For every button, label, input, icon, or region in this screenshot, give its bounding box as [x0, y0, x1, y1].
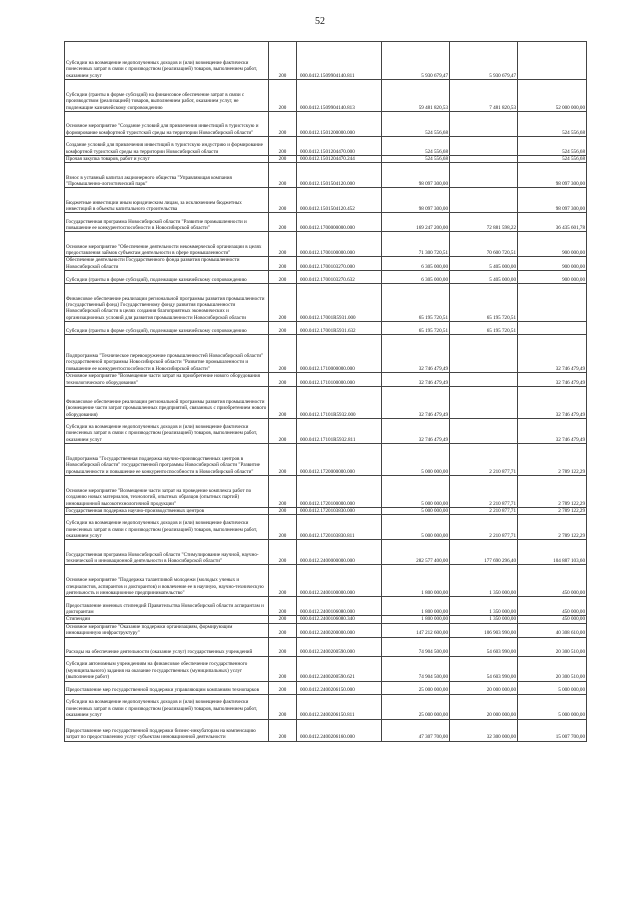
row-total: 32 746 479,49 [382, 335, 450, 373]
row-value-2: 1 350 000,00 [450, 616, 518, 623]
row-total: 169 247 200,00 [382, 213, 450, 232]
row-vr: 200 [269, 515, 297, 540]
row-name: Основное мероприятие "Возмещение части затрат на проведение комплекса работ по созданию новых материалов, технологий, опытных образцов (опытных партий) инновационной высокотехнологичной продукции" [65, 476, 269, 508]
row-vr: 200 [269, 213, 297, 232]
row-vr: 200 [269, 257, 297, 271]
table-row [65, 137, 587, 156]
row-name: Основное мероприятие "Создание условий для привлечения инвестиций в туристскую и формирование комфортной туристской среды на территории Новосибирской области" [65, 112, 269, 137]
row-vr: 200 [269, 681, 297, 694]
table-row [65, 257, 587, 271]
row-vr: 200 [269, 335, 297, 373]
row-value-3: 104 887 103,60 [518, 540, 587, 565]
row-name: Субсидии на возмещение недополученных доходов и (или) возмещение фактически понесенных затрат в связи с производством (реализацией) товаров, выполнением работ, оказанием услуг [65, 419, 269, 444]
row-value-3: 5 000 000,00 [518, 681, 587, 694]
row-name: Государственная программа Новосибирской области "Стимулирование научной, научно-технической и инновационной деятельности в Новосибирской области" [65, 540, 269, 565]
row-code: 000.0412.1501504120.000 [297, 163, 382, 188]
row-code: 000.0412.2400206160.000 [297, 719, 382, 741]
row-code: 000.0412.2400206150.811 [297, 694, 382, 719]
row-code: 000.0412.1501200000.000 [297, 112, 382, 137]
row-code: 000.0412.1700103270.000 [297, 257, 382, 271]
table-row [65, 694, 587, 719]
row-value-3 [518, 322, 587, 335]
row-value-2: 1 350 000,00 [450, 565, 518, 597]
row-name: Основное мероприятие "Обеспечение деятельности некоммерческой организации в целях предоставления займов субъектам деятельности в сфере промышленности" [65, 232, 269, 257]
row-value-2: 5 405 000,00 [450, 271, 518, 284]
row-value-3: 15 007 700,00 [518, 719, 587, 741]
row-value-3 [518, 284, 587, 322]
row-value-2: 72 881 598,22 [450, 213, 518, 232]
table-row [65, 565, 587, 597]
row-value-2 [450, 156, 518, 163]
row-value-2 [450, 137, 518, 156]
row-total: 6 305 000,00 [382, 271, 450, 284]
table-row [65, 80, 587, 112]
row-code: 000.0412.17101R5932.000 [297, 387, 382, 419]
table-row [65, 322, 587, 335]
row-vr: 200 [269, 656, 297, 681]
row-value-2 [450, 387, 518, 419]
row-vr: 200 [269, 80, 297, 112]
row-name: Субсидии автономным учреждениям на финансовое обеспечение государственного (муниципального) задания на оказание государственных (муниципальных) услуг (выполнение работ) [65, 656, 269, 681]
row-total: 5 930 679,47 [382, 42, 450, 80]
row-vr: 200 [269, 597, 297, 616]
row-name: Создание условий для привлечения инвестиций в туристскую индустрию и формирование комфортной туристской среды на территории Новосибирской области [65, 137, 269, 156]
row-code: 000.0412.1501204470.244 [297, 156, 382, 163]
row-name: Бюджетные инвестиции иным юридическим лицам, за исключением бюджетных инвестиций в объекты капитального строительства [65, 188, 269, 213]
row-name: Субсидии (гранты в форме субсидий), подлежащие казначейскому сопровождению [65, 271, 269, 284]
row-name: Стипендии [65, 616, 269, 623]
row-value-2: 1 350 000,00 [450, 597, 518, 616]
row-value-3: 32 746 479,49 [518, 373, 587, 387]
row-total: 32 746 479,49 [382, 387, 450, 419]
row-total: 524 556,68 [382, 137, 450, 156]
table-row [65, 515, 587, 540]
row-total: 98 097 300,00 [382, 188, 450, 213]
row-name: Субсидии на возмещение недополученных доходов и (или) возмещение фактически понесенных затрат в связи с производством (реализацией) товаров, выполнением работ, оказанием услуг [65, 515, 269, 540]
row-vr: 200 [269, 112, 297, 137]
row-total: 5 000 000,00 [382, 515, 450, 540]
row-name: Финансовое обеспечение реализации региональной программы развития промышленности (государственный фонд) Государственному фонду развития промышленности Новосибирской области в целях создания благоприятных экономических и организационных условий для развития промышленности Новосибирской области [65, 284, 269, 322]
table-row [65, 637, 587, 656]
table-body [65, 42, 587, 742]
row-vr: 200 [269, 637, 297, 656]
row-name: Основное мероприятие "Поддержка талантливой молодежи (молодых ученых и специалистов, аспирантов и докторантов) и вовлечение ее в научную, научно-техническую деятельность и инновационное предпринимательство" [65, 565, 269, 597]
row-name: Субсидии на возмещение недополученных доходов и (или) возмещение фактически понесенных затрат в связи с производством (реализацией) товаров, выполнением работ, оказанием услуг [65, 694, 269, 719]
row-vr: 200 [269, 623, 297, 637]
row-code: 000.0412.1720100000.000 [297, 476, 382, 508]
row-value-2: 20 000 000,00 [450, 694, 518, 719]
row-total: 1 800 000,00 [382, 597, 450, 616]
row-name: Предоставление мер государственной поддержки бизнес-инкубаторам на компенсацию затрат по предоставлению услуг субъектам инновационной деятельности [65, 719, 269, 741]
row-code: 000.0412.17001R5931.000 [297, 284, 382, 322]
table-row [65, 656, 587, 681]
row-vr: 200 [269, 387, 297, 419]
row-total: 65 195 720,51 [382, 322, 450, 335]
row-value-2: 106 903 990,00 [450, 623, 518, 637]
row-total: 32 746 479,49 [382, 373, 450, 387]
row-value-2: 5 930 679,47 [450, 42, 518, 80]
row-value-3: 900 000,00 [518, 232, 587, 257]
row-value-3: 524 556,68 [518, 137, 587, 156]
row-value-3: 2 789 122,29 [518, 515, 587, 540]
row-code: 000.0412.2400106080.340 [297, 616, 382, 623]
row-code: 000.0412.1700000000.000 [297, 213, 382, 232]
row-value-3: 524 556,68 [518, 112, 587, 137]
table-row [65, 42, 587, 80]
row-name: Субсидии на возмещение недополученных доходов и (или) возмещение фактически понесенных затрат в связи с производством (реализацией) товаров, выполнением работ, оказанием услуг [65, 42, 269, 80]
table-row [65, 156, 587, 163]
row-value-3: 20 300 510,00 [518, 637, 587, 656]
row-code: 000.0412.17101R5932.811 [297, 419, 382, 444]
row-vr: 200 [269, 163, 297, 188]
table-row [65, 419, 587, 444]
row-value-3: 5 000 000,00 [518, 694, 587, 719]
row-name: Государственная программа Новосибирской области "Развитие промышленности и повышение ее конкурентоспособности в Новосибирской области" [65, 213, 269, 232]
row-total: 47 307 700,00 [382, 719, 450, 741]
row-code: 000.0412.1710100000.000 [297, 373, 382, 387]
row-value-2 [450, 163, 518, 188]
row-name: Прочая закупка товаров, работ и услуг [65, 156, 269, 163]
row-total: 1 800 000,00 [382, 616, 450, 623]
row-value-2 [450, 373, 518, 387]
row-code: 000.0412.1509904140.813 [297, 80, 382, 112]
row-total: 147 212 600,00 [382, 623, 450, 637]
row-value-2: 54 603 990,00 [450, 637, 518, 656]
table-row [65, 284, 587, 322]
row-total: 282 577 400,00 [382, 540, 450, 565]
row-value-3: 98 097 300,00 [518, 188, 587, 213]
row-code: 000.0412.1700100000.000 [297, 232, 382, 257]
row-value-2: 54 603 990,00 [450, 656, 518, 681]
row-code: 000.0412.2400200590.621 [297, 656, 382, 681]
row-vr: 200 [269, 444, 297, 476]
row-code: 000.0412.1720103830.000 [297, 508, 382, 515]
row-vr: 200 [269, 42, 297, 80]
row-name: Государственная поддержка научно-производственных центров [65, 508, 269, 515]
row-name: Субсидии (гранты в форме субсидий) на финансовое обеспечение затрат в связи с производством (реализацией) товаров, выполнением работ, оказанием услуг, не подлежащие казначейскому сопровождению [65, 80, 269, 112]
row-name: Взнос в уставный капитал акционерного общества "Управляющая компания "Промышленно-логистический парк" [65, 163, 269, 188]
row-value-2: 65 195 720,51 [450, 284, 518, 322]
row-value-3: 450 000,00 [518, 565, 587, 597]
row-name: Подпрограмма "Государственная поддержка научно-производственных центров в Новосибирской области" государственной программы Новосибирской области "Развитие промышленности и повышение ее конкурентоспособности в Новосибирской области" [65, 444, 269, 476]
row-code: 000.0412.2400000000.000 [297, 540, 382, 565]
row-value-2: 65 195 720,51 [450, 322, 518, 335]
row-name: Предоставление именных стипендий Правительства Новосибирской области аспирантам и докторантам [65, 597, 269, 616]
row-value-3: 32 746 479,49 [518, 335, 587, 373]
table-row [65, 476, 587, 508]
row-code: 000.0412.2400106080.000 [297, 597, 382, 616]
row-value-2: 2 210 877,71 [450, 444, 518, 476]
row-value-3: 98 097 300,00 [518, 163, 587, 188]
row-value-3: 32 746 479,49 [518, 419, 587, 444]
row-vr: 200 [269, 232, 297, 257]
row-code: 000.0412.1720103830.811 [297, 515, 382, 540]
table-row [65, 719, 587, 741]
row-vr: 200 [269, 156, 297, 163]
row-total: 98 097 300,00 [382, 163, 450, 188]
row-vr: 200 [269, 719, 297, 741]
row-total: 59 481 820,53 [382, 80, 450, 112]
row-value-2: 5 405 000,00 [450, 257, 518, 271]
table-row [65, 373, 587, 387]
row-vr: 200 [269, 373, 297, 387]
row-vr: 200 [269, 188, 297, 213]
row-code: 000.0412.2400200590.000 [297, 637, 382, 656]
row-total: 5 000 000,00 [382, 508, 450, 515]
table-row [65, 163, 587, 188]
row-total: 71 300 720,51 [382, 232, 450, 257]
row-value-3: 32 746 479,49 [518, 387, 587, 419]
row-total: 74 904 500,00 [382, 656, 450, 681]
row-total: 74 904 500,00 [382, 637, 450, 656]
row-code: 000.0412.2400206150.000 [297, 681, 382, 694]
row-code: 000.0412.1700103270.632 [297, 271, 382, 284]
table-row [65, 616, 587, 623]
row-vr: 200 [269, 419, 297, 444]
table-row [65, 597, 587, 616]
row-code: 000.0412.2400200000.000 [297, 623, 382, 637]
row-vr: 200 [269, 694, 297, 719]
row-value-2 [450, 112, 518, 137]
row-total: 5 000 000,00 [382, 444, 450, 476]
row-name: Предоставление мер государственной поддержки управляющим компаниям технопарков [65, 681, 269, 694]
row-value-2: 32 300 000,00 [450, 719, 518, 741]
row-value-3: 450 000,00 [518, 616, 587, 623]
row-value-2: 2 210 877,71 [450, 476, 518, 508]
row-total: 524 556,68 [382, 156, 450, 163]
row-name: Основное мероприятие "Возмещение части затрат на приобретение нового оборудования технологического оборудования" [65, 373, 269, 387]
row-total: 65 195 720,51 [382, 284, 450, 322]
row-value-2 [450, 419, 518, 444]
row-total: 5 000 000,00 [382, 476, 450, 508]
row-vr: 200 [269, 137, 297, 156]
row-code: 000.0412.1501504120.452 [297, 188, 382, 213]
table-row [65, 508, 587, 515]
table-row [65, 271, 587, 284]
row-value-2: 2 210 877,71 [450, 508, 518, 515]
table-row [65, 232, 587, 257]
table-row [65, 540, 587, 565]
row-code: 000.0412.1501204470.000 [297, 137, 382, 156]
row-vr: 200 [269, 540, 297, 565]
row-value-3: 20 300 510,00 [518, 656, 587, 681]
row-name: Обеспечение деятельности Государственного фонда развития промышленности Новосибирской области [65, 257, 269, 271]
row-value-2 [450, 188, 518, 213]
row-value-3 [518, 42, 587, 80]
row-total: 25 000 000,00 [382, 681, 450, 694]
row-vr: 200 [269, 271, 297, 284]
row-value-2: 2 210 877,71 [450, 515, 518, 540]
row-code: 000.0412.1720000000.000 [297, 444, 382, 476]
row-vr: 200 [269, 322, 297, 335]
table-row [65, 213, 587, 232]
row-name: Основное мероприятие "Оказание поддержки организациям, формирующим инновационную инфраструктуру" [65, 623, 269, 637]
row-value-3: 450 000,00 [518, 597, 587, 616]
row-code: 000.0412.17001R5931.632 [297, 322, 382, 335]
row-code: 000.0412.2400100000.000 [297, 565, 382, 597]
table-row [65, 387, 587, 419]
row-value-3: 52 000 000,00 [518, 80, 587, 112]
row-code: 000.0412.1509904140.811 [297, 42, 382, 80]
row-name: Подпрограмма "Техническое перевооружение промышленностей Новосибирской области" государственной программы Новосибирской области "Развитие промышленности и повышение ее конкурентоспособности в Новосибирской области" [65, 335, 269, 373]
row-value-3: 36 435 601,78 [518, 213, 587, 232]
row-code: 000.0412.1710000000.000 [297, 335, 382, 373]
table-row [65, 112, 587, 137]
page-number: 52 [315, 16, 325, 27]
row-value-3: 2 789 122,29 [518, 444, 587, 476]
table-row [65, 335, 587, 373]
row-name: Финансовое обеспечение реализации региональной программы развития промышленности (возмещение части затрат промышленных предприятий, связанных с приобретением нового оборудования) [65, 387, 269, 419]
row-total: 524 556,68 [382, 112, 450, 137]
row-value-2: 20 000 000,00 [450, 681, 518, 694]
table-row [65, 444, 587, 476]
table-row [65, 681, 587, 694]
row-value-2 [450, 335, 518, 373]
table-row [65, 623, 587, 637]
row-value-3: 900 000,00 [518, 271, 587, 284]
row-name: Субсидии (гранты в форме субсидий), подлежащие казначейскому сопровождению [65, 322, 269, 335]
row-vr: 200 [269, 476, 297, 508]
row-vr: 200 [269, 284, 297, 322]
table-row [65, 188, 587, 213]
row-vr: 200 [269, 616, 297, 623]
row-name: Расходы на обеспечение деятельности (оказание услуг) государственных учреждений [65, 637, 269, 656]
row-value-2: 177 690 296,40 [450, 540, 518, 565]
budget-table [64, 41, 587, 742]
row-value-2: 70 600 720,51 [450, 232, 518, 257]
row-total: 25 000 000,00 [382, 694, 450, 719]
row-value-3: 900 000,00 [518, 257, 587, 271]
row-total: 6 305 000,00 [382, 257, 450, 271]
row-value-3: 2 789 122,29 [518, 476, 587, 508]
row-vr: 200 [269, 508, 297, 515]
row-value-2: 7 481 820,53 [450, 80, 518, 112]
row-value-3: 524 556,68 [518, 156, 587, 163]
row-vr: 200 [269, 565, 297, 597]
row-total: 32 746 479,49 [382, 419, 450, 444]
row-total: 1 800 000,00 [382, 565, 450, 597]
row-value-3: 40 308 610,00 [518, 623, 587, 637]
row-value-3: 2 789 122,29 [518, 508, 587, 515]
